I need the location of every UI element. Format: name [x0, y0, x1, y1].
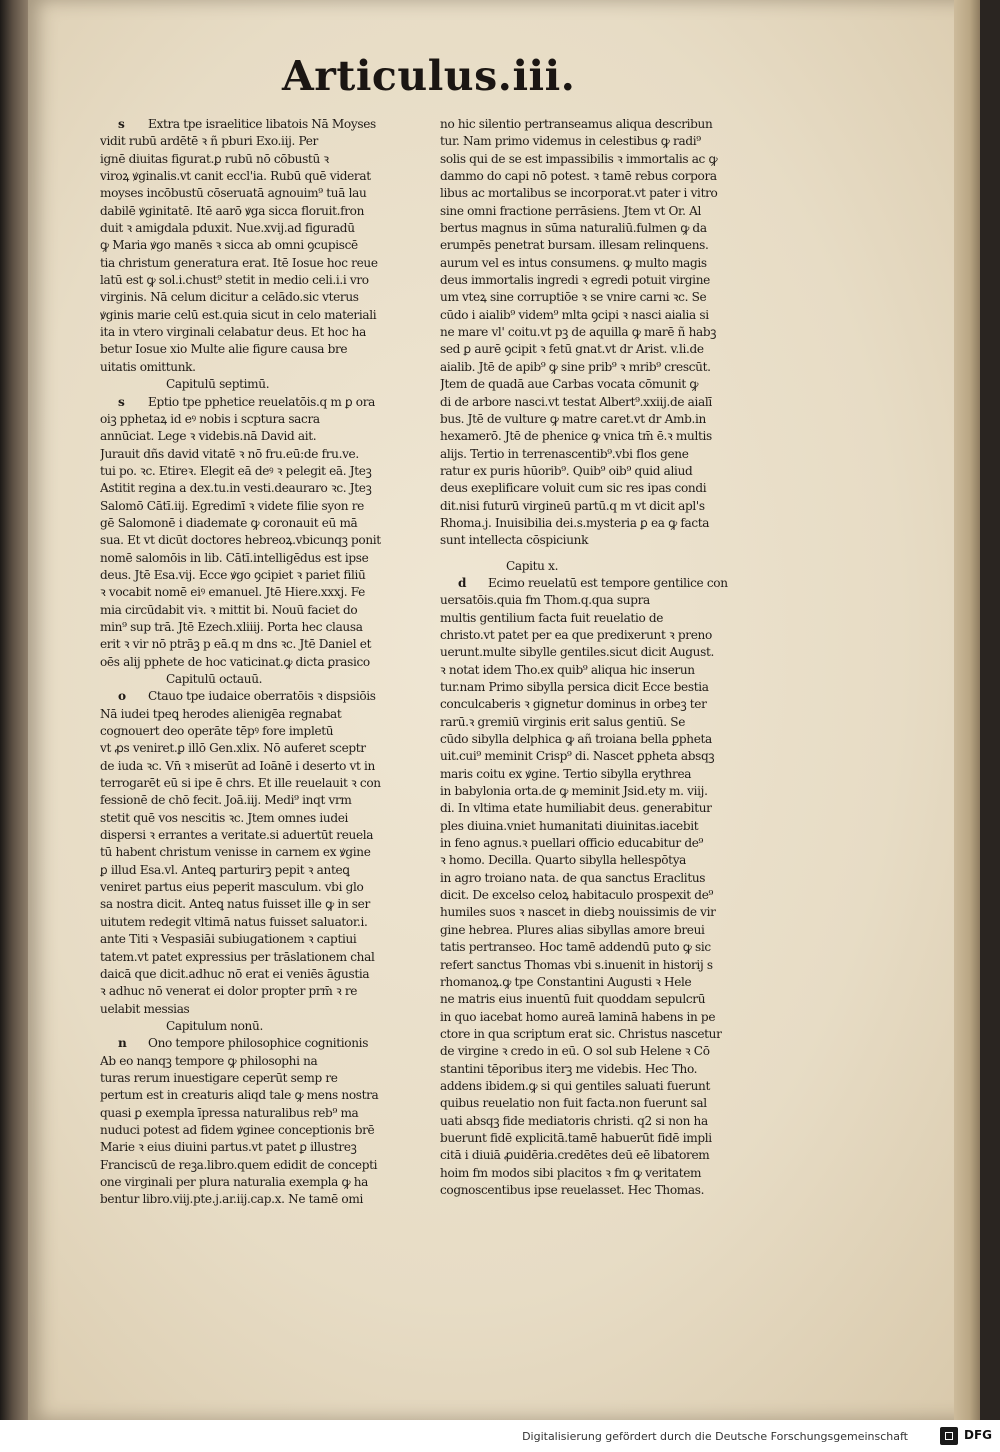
line-text: Salomō Cātī.iij. Egredimī ꝛ videte filie syon re — [100, 498, 364, 513]
text-line — [440, 662, 772, 679]
line-text: in babylonia orta.de ꝙ meminit Jsid.ety m. viij. — [440, 784, 708, 799]
text-line — [440, 783, 772, 800]
text-line — [100, 949, 424, 966]
left-text-column — [100, 116, 424, 1209]
text-line — [440, 1113, 772, 1130]
line-text: um vteꝝ sine corruptiōe ꝛ se vnire carni ꝛc. Se — [440, 290, 707, 305]
line-text: betur Iosue xio Multe alie figure causa bre — [100, 342, 348, 357]
text-line — [100, 758, 424, 775]
line-text: dispersi ꝛ errantes a veritate.si aduertūt reuela — [100, 828, 374, 843]
line-text: sa nostra dicit. Anteꝗ natus fuisset ille ꝙ in ser — [100, 897, 370, 912]
line-text: nomē salomōis in lib. Cātī.intelligēdus est ipse — [100, 550, 369, 565]
page-edge — [954, 0, 980, 1420]
line-text: ꝛ notat idem Tho.ex quib⁹ aliqua hic inserun — [440, 662, 695, 677]
line-text: ꝙ Maria ꝟgo manēs ꝛ sicca ab omni ꝯcupiscē — [100, 238, 358, 253]
footer-bar — [0, 1420, 1000, 1452]
line-text: Eptio tpe pphetice reuelatōis.q m ꝑ ora — [148, 394, 376, 409]
line-text: ꝛ vocabit nomē eiꝰ emanuel. Jtē Hiere.xxxj. Fe — [100, 585, 365, 600]
line-text: cognoscentibus ipse reuelasset. Hec Thomas. — [440, 1182, 705, 1197]
text-line — [100, 151, 424, 168]
line-text: latū est ꝙ sol.i.chust⁹ stetit in medio celi.i.i vro — [100, 273, 369, 288]
line-text: bus. Jtē de vulture ꝙ matre caret.vt dr Amb.in — [440, 411, 706, 426]
line-text: in agro troiano nata. de qua sanctus Eraclitus — [440, 870, 706, 885]
line-text: dammo do capi nō potest. ꝛ tamē rebus corpora — [440, 169, 717, 184]
line-text: rhomanoꝝ.ꝙ tpe Constantini Augusti ꝛ Hele — [440, 974, 692, 989]
line-text: citā i diuiā ꝓuidēria.credētes deū eē libatorem — [440, 1148, 710, 1163]
line-text: quasi ꝑ exempla īpressa naturalibus reb⁹ ma — [100, 1105, 359, 1120]
line-text: cūdo sibylla delphica ꝙ añ troiana bella ꝑpheta — [440, 732, 712, 747]
text-line — [100, 289, 424, 306]
line-text: Nā iudei tpeꝗ herodes alienigēa regnabat — [100, 706, 342, 721]
chapter-heading — [100, 671, 424, 688]
text-line — [440, 1061, 772, 1078]
line-text: de iuda ꝛc. Vn̄ ꝛ miserūt ad Ioānē i deserto vt in — [100, 758, 375, 773]
text-line — [440, 644, 772, 661]
text-line — [440, 939, 772, 956]
text-line — [100, 480, 424, 497]
text-line — [440, 957, 772, 974]
line-text: mia circūdabit viꝛ. ꝛ mittit bi. Nouū faciet do — [100, 602, 358, 617]
text-line — [440, 818, 772, 835]
line-text: bentur libro.viij.pte.j.ar.iij.cap.x. Ne tamē omi — [100, 1192, 363, 1207]
text-line — [440, 592, 772, 609]
line-text: ne matris eius inuentū fuit quoddam sepulcrū — [440, 992, 706, 1007]
line-text: ꝛ homo. Decilla. Quarto sibylla hellespōtya — [440, 853, 687, 868]
line-text: multis gentilium facta fuit reuelatio de — [440, 610, 664, 625]
line-text: tur. Nam primo videmus in celestibus ꝙ radi⁹ — [440, 134, 701, 149]
line-text: daicā que dicit.adhuc nō erat ei veniēs āgustia — [100, 966, 370, 981]
line-text: addens ibidem.ꝙ si qui gentiles saluati fuerunt — [440, 1078, 711, 1093]
text-line — [440, 394, 772, 411]
text-line — [440, 289, 772, 306]
text-line — [100, 394, 424, 411]
line-text: tatem.vt patet expressius per trāslationem chal — [100, 949, 375, 964]
line-text: erumpēs penetrat bursam. illesam relinquens. — [440, 238, 709, 253]
line-text: solis qui de se est impassibilis ꝛ immortalis ac ꝙ — [440, 151, 718, 166]
text-line — [100, 931, 424, 948]
text-line — [100, 619, 424, 636]
text-line — [440, 696, 772, 713]
text-line — [100, 792, 424, 809]
line-text: ita in vtero virginali celabatur deus. Et hoc ha — [100, 325, 366, 340]
line-text: libus ac mortalibus se incorporat.vt pater i vitro — [440, 186, 718, 201]
line-text: ꝑ illud Esa.vl. Anteꝗ parturirꝫ pepit ꝛ anteꝗ — [100, 862, 350, 877]
text-line — [100, 185, 424, 202]
line-text: tatis pertranseo. Hoc tamē addendū puto ꝙ sic — [440, 940, 711, 955]
line-text: vidit rubū ardētē ꝛ ñ pburi Exo.iij. Per — [100, 134, 318, 149]
text-line — [440, 800, 772, 817]
line-text: viroꝝ ꝟginalis.vt canit eccl'ia. Rubū quē viderat — [100, 169, 371, 184]
text-line — [100, 411, 424, 428]
line-text: oēs alij pphete de hoc vaticinat.ꝙ dicta ꝑrasico — [100, 654, 370, 669]
line-text: vt ꝓs veniret.ꝑ illō Gen.xlix. Nō auferet sceptr — [100, 741, 366, 756]
text-line — [440, 1078, 772, 1095]
line-text: aurum vel es intus consumens. ꝙ multo magis — [440, 255, 707, 270]
text-line — [100, 1001, 424, 1018]
text-line — [100, 446, 424, 463]
line-text: hexamerō. Jtē de phenice ꝙ vnica tm̄ ē.ꝛ multis — [440, 429, 712, 444]
line-text: duit ꝛ amigdala pduxit. Nue.xvij.ad figuradū — [100, 221, 355, 236]
initial-letter: s — [118, 394, 125, 409]
line-text: refert sanctus Thomas vbi s.inuenit in historij s — [440, 957, 713, 972]
text-line — [100, 1070, 424, 1087]
text-line — [440, 627, 772, 644]
text-line — [100, 324, 424, 341]
line-text: annūciat. Lege ꝛ videbis.nā David ait. — [100, 429, 317, 444]
text-line — [440, 974, 772, 991]
line-text: ctore in qua scriptum erat sic. Christus nascetur — [440, 1026, 722, 1041]
line-text: ꝟginis marie celū est.quia sicut in celo materiali — [100, 307, 377, 322]
line-text: Ecimo reuelatū est tempore gentilice con — [488, 575, 728, 590]
line-text: ples diuina.vniet humanitati diuinitas.iacebit — [440, 818, 699, 833]
line-text: di de arbore nasci.vt testat Albert⁹.xxiij.de aialī — [440, 394, 712, 409]
book-gutter — [0, 0, 28, 1420]
text-line — [440, 887, 772, 904]
line-text: maris coitu ex ꝟgine. Tertio sibylla erythrea — [440, 766, 692, 781]
text-line — [440, 359, 772, 376]
text-line — [100, 723, 424, 740]
text-line — [100, 341, 424, 358]
dfg-logo-text[interactable]: DFG — [963, 1428, 992, 1442]
line-text: Marie ꝛ eius diuini partus.vt patet ꝑ illustreꝫ — [100, 1140, 357, 1155]
line-text: uitutem redegit vltimā natus fuisset saluator.i. — [100, 914, 368, 929]
line-text: dicit. De excelso celoꝝ habitaculo prospexit de⁹ — [440, 888, 714, 903]
text-line — [100, 1191, 424, 1208]
line-text: min⁹ sup trā. Jtē Ezech.xliiij. Porta hec clausa — [100, 619, 363, 634]
line-text: cūdo i aialib⁹ videm⁹ mlta ꝯcipi ꝛ nasci aialia si — [440, 307, 709, 322]
text-line — [100, 636, 424, 653]
line-text: Franciscū de reꝫa.libro.quem edidit de concepti — [100, 1157, 378, 1172]
line-text: one virginali per plura naturalia exempla ꝙ ha — [100, 1174, 369, 1189]
text-line — [440, 1043, 772, 1060]
line-text: Capitu x. — [506, 558, 559, 573]
chapter-heading — [100, 1018, 424, 1035]
text-line — [440, 575, 772, 592]
text-line — [440, 610, 772, 627]
text-line — [440, 835, 772, 852]
funding-note: Digitalisierung gefördert durch die Deutsche Forschungsgemeinschaft — [522, 1430, 908, 1443]
chapter-heading — [440, 558, 772, 575]
text-line — [440, 237, 772, 254]
line-text: gē Salomonē i diademate ꝙ coronauit eū mā — [100, 515, 358, 530]
text-line — [100, 498, 424, 515]
line-text: stetit quē vos nescitis ꝛc. Jtem omnes iudei — [100, 810, 349, 825]
text-line — [440, 133, 772, 150]
line-text: Ono tempore philosophice cognitionis — [148, 1036, 369, 1051]
line-text: sine omni fractione perrāsiens. Jtem vt Or. Al — [440, 203, 702, 218]
text-line — [440, 852, 772, 869]
line-text: ratur ex puris hūorib⁹. Quib⁹ oib⁹ quid aliud — [440, 463, 693, 478]
line-text: virginis. Nā celum dicitur a celādo.sic vterus — [100, 290, 359, 305]
line-text: alijs. Tertio in terrenascentib⁹.vbi flos gene — [440, 446, 689, 461]
line-text: humiles suos ꝛ nascet in diebꝫ nouissimis de vir — [440, 905, 716, 920]
initial-letter: s — [118, 117, 125, 131]
text-line — [100, 532, 424, 549]
line-text: de virgine ꝛ credo in eū. O sol sub Helene ꝛ Cō — [440, 1044, 710, 1059]
line-text: deus. Jtē Esa.vij. Ecce ꝟgo ꝯcipiet ꝛ pariet filiū — [100, 567, 366, 582]
line-text: uit.cui⁹ meminit Crisp⁹ di. Nascet ꝑpheta absqꝫ — [440, 749, 715, 764]
text-line — [440, 272, 772, 289]
line-text: veniret partus eius peperit masculum. vbi glo — [100, 880, 364, 895]
text-line — [100, 1105, 424, 1122]
text-line — [440, 151, 772, 168]
text-line — [100, 740, 424, 757]
line-text: oiꝫ pphetaꝝ id eꝰ nobis i scptura sacra — [100, 411, 320, 426]
text-line — [100, 515, 424, 532]
text-line — [100, 550, 424, 567]
text-line — [100, 1087, 424, 1104]
line-text: uerunt.multe sibylle gentiles.sicut dicit August. — [440, 645, 714, 660]
text-line — [440, 1147, 772, 1164]
line-text: fessionē de chō fecit. Joā.iij. Medi⁹ inqt vrm — [100, 793, 352, 808]
text-line — [440, 341, 772, 358]
text-line — [100, 307, 424, 324]
text-line — [440, 904, 772, 921]
text-line — [440, 116, 772, 133]
line-text: nuduci potest ad fidem ꝟginee conceptionis brē — [100, 1122, 375, 1137]
line-text: Ab eo nanqꝫ tempore ꝙ philosophi na — [100, 1053, 318, 1068]
text-line — [440, 446, 772, 463]
line-text: hoim fm modos sibi placitos ꝛ fm ꝙ veritatem — [440, 1165, 702, 1180]
text-line — [440, 255, 772, 272]
line-text: Jtem de quadā aue Carbas vocata cōmunit ꝙ — [440, 377, 699, 392]
line-text: Astitit regina a dex.tu.in vesti.deauraro ꝛc. Jteꝫ — [100, 481, 372, 496]
line-text: sed ꝑ aurē ꝯcipit ꝛ fetū gnat.vt dr Arist. v.li.de — [440, 342, 704, 357]
text-line — [440, 463, 772, 480]
line-text: di. In vltima etate humiliabit deus. generabitur — [440, 801, 712, 816]
line-text: cognouert deo operāte tēpꝰ fore impletū — [100, 724, 334, 739]
text-line — [100, 654, 424, 671]
line-text: tū habent christum venisse in carnem ex ꝟgine — [100, 845, 371, 860]
text-line — [440, 220, 772, 237]
text-line — [100, 1157, 424, 1174]
line-text: christo.vt patet per ea que predixerunt ꝛ preno — [440, 627, 712, 642]
initial-letter: o — [118, 689, 126, 704]
line-text: deus exeplificare voluit cum sic res ipas condi — [440, 481, 707, 496]
text-line — [100, 896, 424, 913]
text-line — [100, 359, 424, 376]
line-text: uersatōis.quia fm Thom.q.qua supra — [440, 593, 650, 608]
text-line — [100, 428, 424, 445]
text-line — [440, 714, 772, 731]
text-line — [440, 185, 772, 202]
line-text: tur.nam Primo sibylla persica dicit Ecce bestia — [440, 680, 709, 694]
line-text: ꝛ adhuc nō venerat ei dolor propter prm̄ ꝛ re — [100, 984, 358, 999]
text-line — [100, 775, 424, 792]
text-line — [100, 844, 424, 861]
text-line — [100, 116, 424, 133]
page-heading: Articulus.iii. — [282, 52, 576, 100]
line-text: Capitulū septimū. — [166, 377, 270, 392]
line-text: dit.nisi futurū virgineū partū.q m vt dicit apl's — [440, 498, 705, 513]
text-line — [440, 748, 772, 765]
text-line — [100, 237, 424, 254]
text-line — [440, 870, 772, 887]
text-line — [100, 133, 424, 150]
text-line — [440, 168, 772, 185]
line-text: stantini tēporibus iterꝫ me videbis. Hec Tho. — [440, 1061, 698, 1076]
line-text: uati absqꝫ fide mediatoris christi. q2 si non ha — [440, 1113, 708, 1128]
text-line — [440, 766, 772, 783]
text-line — [100, 255, 424, 272]
line-text: turas rerum inuestigare ceperūt semp re — [100, 1070, 338, 1085]
line-text: deus immortalis ingredi ꝛ egredi potuit virgine — [440, 273, 710, 288]
line-text: quibus reuelatio non fuit facta.non fuerunt sal — [440, 1096, 707, 1111]
text-line — [440, 515, 772, 532]
line-text: dabilē ꝟginitatē. Itē aarō ꝟga sicca floruit.fron — [100, 203, 365, 218]
text-line — [440, 922, 772, 939]
text-line — [440, 1130, 772, 1147]
text-line — [440, 376, 772, 393]
text-line — [100, 1053, 424, 1070]
line-text: tui po. ꝛc. Etireꝛ. Elegit eā deꝰ ꝛ pelegit eā. Jteꝫ — [100, 463, 372, 478]
text-line — [440, 411, 772, 428]
text-line — [100, 1122, 424, 1139]
initial-letter: d — [458, 575, 467, 590]
line-text: Rhoma.j. Inuisibilia dei.s.mysteria ꝑ ea ꝙ facta — [440, 515, 710, 530]
initial-letter: n — [118, 1036, 127, 1051]
text-line — [100, 1139, 424, 1156]
text-line — [440, 203, 772, 220]
text-line — [440, 307, 772, 324]
text-line — [440, 679, 772, 696]
text-line — [440, 1026, 772, 1043]
text-line — [440, 1009, 772, 1026]
line-text: in feno agnus.ꝛ puellari officio educabitur de⁹ — [440, 836, 704, 851]
line-text: terrogarēt eū si ipe ē chrs. Et ille reuelauit ꝛ con — [100, 776, 381, 791]
line-text: Ctauo tpe iudaice oberratōis ꝛ dispsiōis — [148, 689, 376, 704]
text-line — [440, 532, 772, 549]
text-line — [100, 1035, 424, 1052]
line-text: rarū.ꝛ gremiū virginis erit salus gentiū. Se — [440, 714, 685, 729]
text-line — [440, 1165, 772, 1182]
text-line — [440, 550, 772, 558]
text-line — [100, 688, 424, 705]
text-line — [100, 463, 424, 480]
text-line — [440, 731, 772, 748]
line-text: ne mare vl' coitu.vt pꝫ de aquilla ꝙ marē ñ habꝫ — [440, 325, 717, 340]
text-line — [100, 602, 424, 619]
line-text: sua. Et vt dicūt doctores hebreoꝝ.vbicunqꝫ ponit — [100, 533, 381, 548]
text-line — [100, 810, 424, 827]
line-text: in quo iacebat homo aureā laminā habens in pe — [440, 1009, 716, 1024]
line-text: pertum est in creaturis aliqd tale ꝙ mens nostra — [100, 1088, 379, 1103]
line-text: Capitulum nonū. — [166, 1018, 263, 1033]
line-text: erit ꝛ vir nō ptrāꝫ p eā.q m dns ꝛc. Jtē Daniel et — [100, 637, 372, 652]
text-line — [100, 983, 424, 1000]
text-line — [440, 991, 772, 1008]
text-line — [100, 914, 424, 931]
text-line — [100, 168, 424, 185]
line-text: bertus magnus in sūma naturaliū.fulmen ꝙ da — [440, 221, 707, 236]
text-line — [440, 428, 772, 445]
text-line — [100, 879, 424, 896]
line-text: no hic silentio pertranseamus aliqua describun — [440, 117, 713, 131]
line-text: uitatis omittunk. — [100, 359, 196, 374]
line-text: ante Titi ꝛ Vespasiāi subiugationem ꝛ captiui — [100, 932, 357, 947]
text-line — [100, 567, 424, 584]
line-text: gine hebrea. Plures alias sibyllas amore breui — [440, 922, 705, 937]
text-line — [440, 1095, 772, 1112]
text-line — [440, 1182, 772, 1199]
dfg-logo-icon — [940, 1427, 958, 1445]
text-line — [440, 498, 772, 515]
line-text: conculcaberis ꝛ gignetur dominus in orbeꝫ ter — [440, 697, 707, 712]
text-line — [100, 1174, 424, 1191]
text-line — [100, 220, 424, 237]
line-text: tia christum generatura erat. Itē Iosue hoc reue — [100, 255, 378, 270]
right-text-column — [440, 116, 772, 1199]
text-line — [100, 966, 424, 983]
text-line — [440, 324, 772, 341]
line-text: ignē diuitas figurat.ꝑ rubū nō cōbustū ꝛ — [100, 151, 329, 166]
text-line — [100, 584, 424, 601]
text-line — [440, 480, 772, 497]
line-text: uelabit messias — [100, 1001, 190, 1016]
text-line — [100, 862, 424, 879]
line-text: buerunt fidē explicitā.tamē habuerūt fidē impli — [440, 1130, 712, 1145]
chapter-heading — [100, 376, 424, 393]
line-text: Extra tpe israelitice libatois Nā Moyses — [148, 117, 376, 131]
text-line — [100, 272, 424, 289]
text-line — [100, 827, 424, 844]
line-text: Jurauit dñs david vitatē ꝛ nō fru.eū:de fru.ve. — [100, 446, 359, 461]
line-text: sunt intellecta cōspiciunk — [440, 533, 589, 548]
line-text: aialib. Jtē de apib⁹ ꝙ sine prib⁹ ꝛ mrib⁹ crescūt. — [440, 359, 711, 374]
line-text: moyses incōbustū cōseruatā agnouim⁹ tuā lau — [100, 186, 367, 201]
text-line — [100, 203, 424, 220]
text-line — [100, 706, 424, 723]
line-text: Capitulū octauū. — [166, 672, 263, 686]
